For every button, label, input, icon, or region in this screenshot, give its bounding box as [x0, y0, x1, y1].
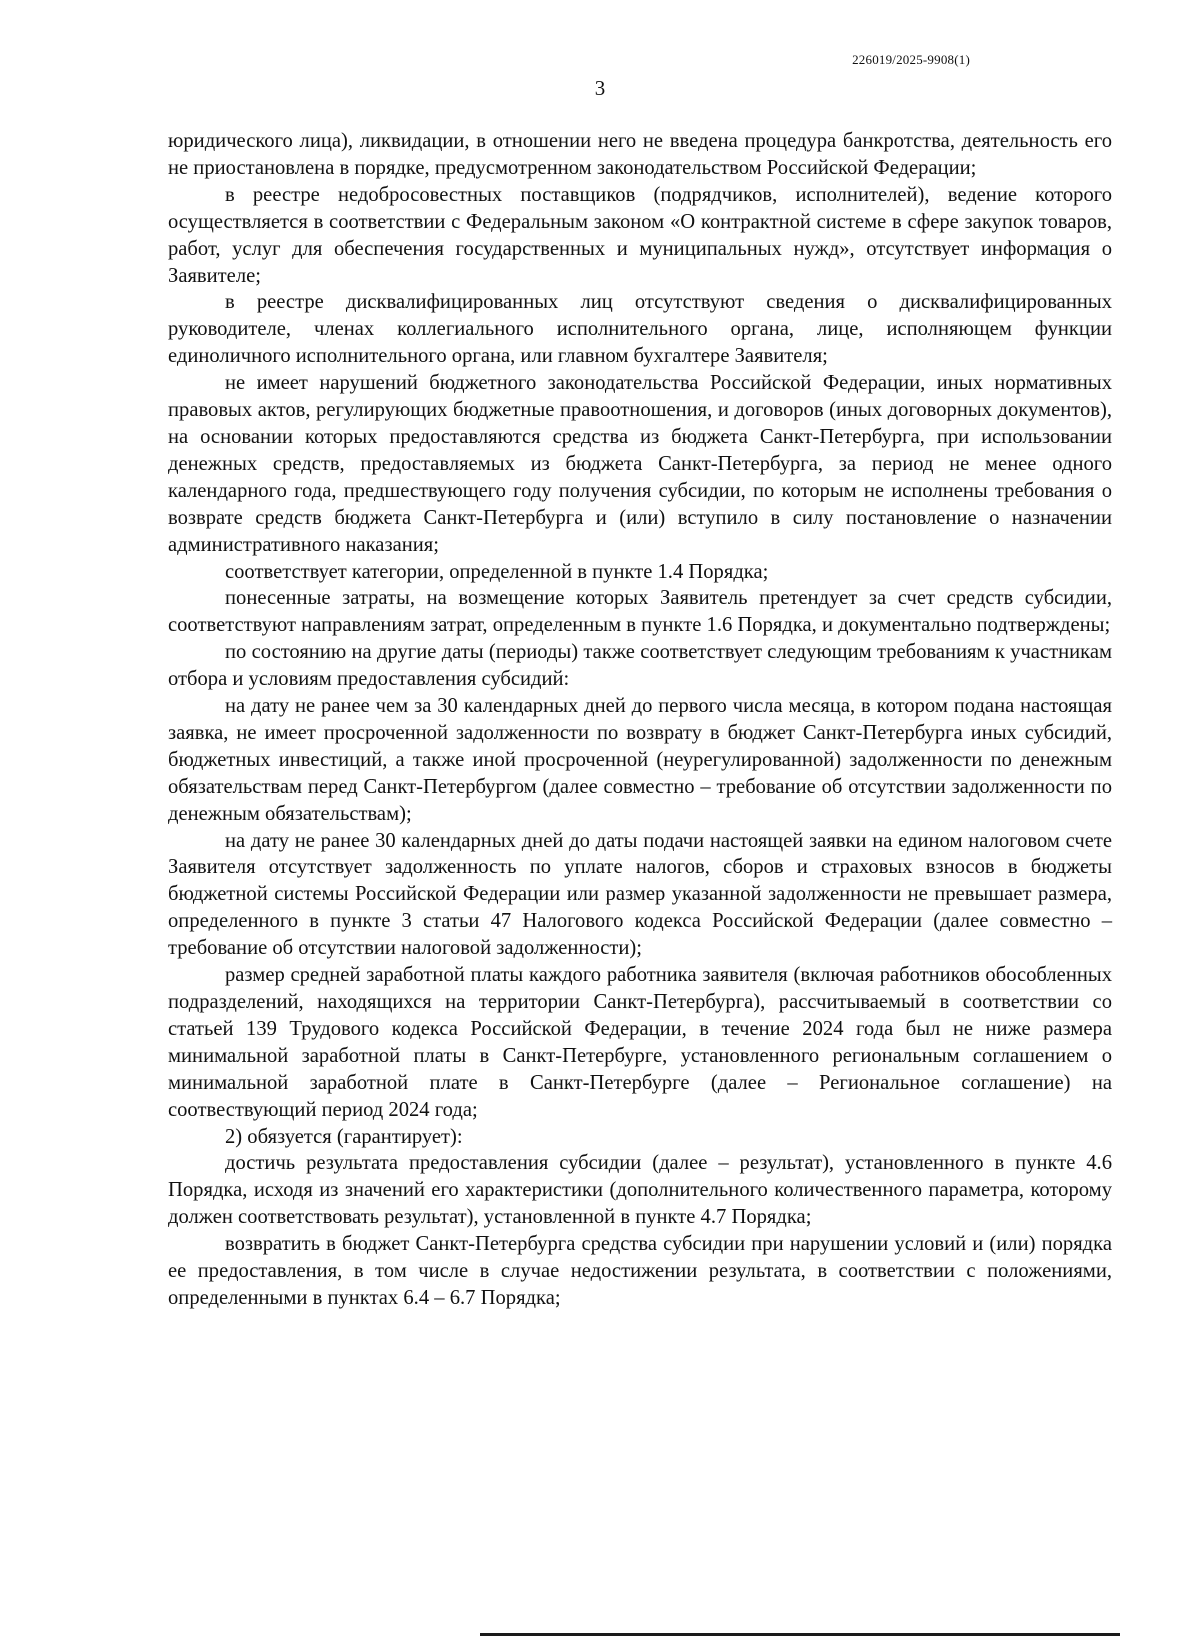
paragraph-obligations-heading: 2) обязуется (гарантирует):	[225, 1125, 463, 1148]
paragraph-continuation: юридического лица), ликвидации, в отношении него не введена процедура банкротства, деятельность его не приостановлена в порядке, предусмотренном законодательством Российской Федерации;	[168, 130, 1112, 179]
paragraph-average-salary: размер средней заработной платы каждого работника заявителя (включая работников обособленных подразделений, находящихся на территории Санкт-Петербурга), рассчитываемый в соответствии со статьей 139 Трудового кодекса Российской Федерации, в течение 2024 года был не ниже размера минимальной заработной платы в Санкт-Петербурге, установленного региональным соглашением о минимальной заработной плате в Санкт-Петербурге (далее – Региональное соглашение) на соотвествующий период 2024 года;	[168, 964, 1112, 1121]
paragraph-disqualified-persons-registry: в реестре дисквалифицированных лиц отсутствуют сведения о дисквалифицированных руководителе, членах коллегиального исполнительного органа, лице, исполняющем функции единоличного исполнительного органа, или главном бухгалтере Заявителя;	[168, 291, 1112, 368]
paragraph-no-overdue-debt: на дату не ранее чем за 30 календарных дней до первого числа месяца, в котором подана настоящая заявка, не имеет просроченной задолженности по возврату в бюджет Санкт-Петербурга иных субсидий, бюджетных инвестиций, а также иной просроченной (неурегулированной) задолженности по денежным обязательствам перед Санкт-Петербургом (далее совместно – требование об отсутствии задолженности по денежным обязательствам);	[168, 695, 1112, 825]
scan-edge-line	[480, 1633, 1120, 1636]
paragraph-return-subsidy: возвратить в бюджет Санкт-Петербурга средства субсидии при нарушении условий и (или) порядка ее предоставления, в том числе в случае недостижении результата, в соответствии с положениями, определенными в пунктах 6.4 – 6.7 Порядка;	[168, 1233, 1112, 1309]
paragraph-achieve-result: достичь результата предоставления субсидии (далее – результат), установленного в пункте 4.6 Порядка, исходя из значений его характеристики (дополнительного количественного параметра, которому должен соответствовать результат), установленной в пункте 4.7 Порядка;	[168, 1152, 1112, 1229]
page-number: 3	[594, 76, 606, 100]
document-body	[168, 128, 1112, 1312]
paragraph-budget-violations: не имеет нарушений бюджетного законодательства Российской Федерации, иных нормативных правовых актов, регулирующих бюджетные правоотношения, и договоров (иных договорных документов), на основании которых предоставляются средства из бюджета Санкт-Петербурга, при использовании денежных средств, предоставляемых из бюджета Санкт-Петербурга, за период не менее одного календарного года, предшествующего году получения субсидии, по которым не исполнены требования о возврате средств бюджета Санкт-Петербурга и (или) вступило в силу постановление о назначении административного наказания;	[168, 372, 1112, 556]
document-registration-number: 226019/2025-9908(1)	[852, 52, 970, 67]
scan-bottom-edge	[0, 1631, 1200, 1638]
paragraph-costs-incurred: понесенные затраты, на возмещение которых Заявитель претендует за счет средств субсидии, соответствуют направлениям затрат, определенным в пункте 1.6 Порядка, и документально подтверждены;	[168, 587, 1112, 637]
paragraph-unfair-suppliers-registry: в реестре недобросовестных поставщиков (подрядчиков, исполнителей), ведение которого осуществляется в соответствии с Федеральным законом «О контрактной системе в сфере закупок товаров, работ, услуг для обеспечения государственных и муниципальных нужд», отсутствует информация о Заявителе;	[168, 183, 1112, 287]
paragraph-other-dates: по состоянию на другие даты (периоды) также соответствует следующим требованиям к участникам отбора и условиям предоставления субсидий:	[168, 641, 1112, 691]
paragraph-category: соответствует категории, определенной в пункте 1.4 Порядка;	[225, 560, 769, 583]
paragraph-no-tax-debt: на дату не ранее 30 календарных дней до даты подачи настоящей заявки на едином налоговом счете Заявителя отсутствует задолженность по уплате налогов, сборов и страховых взносов в бюджеты бюджетной системы Российской Федерации или размер указанной задолженности не превышает размера, определенного в пункте 3 статьи 47 Налогового кодекса Российской Федерации (далее совместно – требование об отсутствии налоговой задолженности);	[168, 829, 1112, 960]
